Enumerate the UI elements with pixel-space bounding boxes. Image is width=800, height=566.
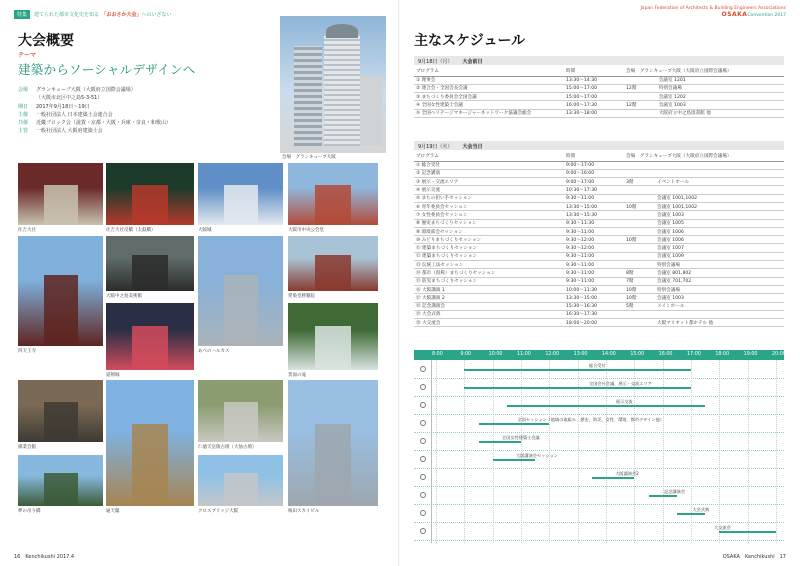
table-cell: ⑳ 大交流会 <box>414 319 564 327</box>
feature-heading: 建てられた都市文化史を知る 「おおさか大会」へのいざない <box>34 12 172 18</box>
table-cell: ⑪ 建築まちづくりセッション <box>414 244 564 252</box>
timeline-bar <box>479 441 522 443</box>
table-cell <box>624 169 655 177</box>
photo-image <box>198 455 283 506</box>
table-row <box>414 109 784 117</box>
info-key: 共催 <box>18 120 29 127</box>
info-key: 主催 <box>18 111 29 118</box>
table-cell: ④ 展示交流 <box>414 186 564 194</box>
table-cell: ⑮ 防災まちづくりセッション <box>414 277 564 285</box>
venue-photo-caption: 会場 グランキューブ大阪 <box>282 155 336 160</box>
event-icon <box>420 402 426 408</box>
table-cell: 会議室 1001,1002 <box>655 194 784 202</box>
table-cell: イベントホール <box>655 178 784 186</box>
table-row <box>414 236 784 244</box>
table-cell: 9:30～11:30 <box>564 219 624 227</box>
table-cell: 9:00～17:00 <box>564 178 624 186</box>
photo-image <box>288 163 378 225</box>
schedule-timeline <box>414 350 784 543</box>
table-cell: 大阪府立中之島図書館 他 <box>657 109 784 117</box>
table-cell: 9:30～12:00 <box>564 244 624 252</box>
table-row <box>414 211 784 219</box>
table-cell: 会議室 1202 <box>657 93 784 101</box>
table-cell: ⑱ 記念講演会 <box>414 302 564 310</box>
event-icon <box>420 510 426 516</box>
day2-table <box>414 152 784 327</box>
table-cell: 13:30～15:00 <box>564 202 624 210</box>
table-cell: 9:30～11:00 <box>564 194 624 202</box>
time-tick: 14:00 <box>602 352 616 357</box>
time-gridline <box>719 360 720 543</box>
table-cell: 会議室 1007 <box>655 244 784 252</box>
table-row <box>414 101 784 109</box>
info-value: グランキューブ大阪（大阪府立国際会議場） <box>36 87 136 93</box>
table-cell: 特別会議場 <box>655 261 784 269</box>
timeline-bar-label: 記念講演会 <box>664 489 686 494</box>
table-cell <box>624 161 655 169</box>
table-cell <box>624 252 655 260</box>
time-gridline <box>436 360 437 543</box>
table-cell: 会議室 701,702 <box>655 277 784 285</box>
timeline-bar <box>649 495 677 497</box>
event-icon <box>420 384 426 390</box>
photo-image <box>288 236 378 291</box>
table-row <box>414 93 784 101</box>
photo-caption: 通天閣 <box>106 509 120 514</box>
time-tick: 11:00 <box>517 352 531 357</box>
event-icon <box>420 528 426 534</box>
photo-item <box>18 163 103 235</box>
column-header: 会場 グランキューブ大阪（大阪府立国際会議場） <box>624 67 784 76</box>
table-cell: 10階 <box>624 294 655 302</box>
table-cell: 7階 <box>624 277 655 285</box>
venue-photo <box>280 16 386 153</box>
event-icon <box>420 366 426 372</box>
timeline-row-line <box>414 486 784 487</box>
column-header: 時間 <box>564 152 624 161</box>
table-cell: ⑭ 都市（仮称）まちづくりセッション <box>414 269 564 277</box>
table-cell: ⑩ みどりまちづくりセッション <box>414 236 564 244</box>
table-cell: 9:30～11:00 <box>564 227 624 235</box>
photo-item <box>106 380 194 516</box>
table-cell: 特別会議場 <box>655 285 784 293</box>
photo-item <box>198 455 283 516</box>
photo-item <box>288 163 378 235</box>
timeline-bar-label: 大交流会 <box>714 525 731 530</box>
timeline-bar-label: 全国セッション（地域の取組み、歴史、防災、女性、環境、都市デザイン他） <box>517 417 664 422</box>
table-cell: 特別会議場 <box>657 84 784 92</box>
table-header-row <box>414 152 784 161</box>
table-cell: 9:00～17:00 <box>564 161 624 169</box>
time-tick: 17:00 <box>687 352 701 357</box>
photo-item <box>288 303 378 380</box>
table-cell <box>624 319 655 327</box>
table-cell: 10階 <box>624 202 655 210</box>
table-cell: 会議室 1006 <box>655 227 784 235</box>
timeline-row-line <box>414 450 784 451</box>
day2-heading: 9月19日（火） 大会当日 <box>414 141 784 150</box>
table-cell: 12階 <box>624 101 657 109</box>
photo-caption: 道頓堀 <box>106 373 120 378</box>
table-cell <box>624 109 657 117</box>
table-cell <box>624 76 657 84</box>
table-cell: ⑤ まちの担い手セッション <box>414 194 564 202</box>
table-cell: ⑤ 全国ヘリテージマネージャーネットワーク協議会総会 <box>414 109 564 117</box>
table-cell: ⑲ 大会式典 <box>414 310 564 318</box>
timeline-bar-label: 総合受付 <box>589 363 606 368</box>
info-value: 近畿ブロック会（滋賀・京都・大阪・兵庫・奈良・和歌山） <box>36 120 171 127</box>
time-tick: 16:00 <box>658 352 673 357</box>
photo-caption: 箕面の滝 <box>288 373 306 378</box>
photo-item <box>106 303 194 380</box>
info-row <box>18 86 263 94</box>
page-number-left: 16 Kenchikushi 2017.4 <box>14 554 75 560</box>
photo-item <box>106 163 194 235</box>
timeline-bar-label: 大阪講演会セッション <box>516 453 558 458</box>
photo-image <box>106 236 194 291</box>
table-cell: 10:00～11:30 <box>564 285 624 293</box>
info-value: 一般社団法人 日本建築士会連合会 <box>36 111 113 118</box>
table-cell <box>655 186 784 194</box>
table-cell: 会議室 1003 <box>655 211 784 219</box>
timeline-bar <box>464 387 691 389</box>
table-cell: 18:00～20:00 <box>564 319 624 327</box>
photo-item <box>288 236 378 301</box>
table-row <box>414 302 784 310</box>
info-key <box>18 94 36 102</box>
timeline-bar-label: 全国会長会議、展示・交流エリア <box>589 381 652 386</box>
photo-item <box>198 163 283 235</box>
timeline-row-line <box>414 540 784 541</box>
photo-image <box>198 380 283 442</box>
photo-caption: 大阪城 <box>198 228 212 233</box>
table-row <box>414 227 784 235</box>
table-cell: 13:30～15:30 <box>564 211 624 219</box>
section-header <box>14 10 172 19</box>
timeline-bar <box>493 459 536 461</box>
photo-caption: 梅田スカイビル <box>288 509 320 514</box>
table-cell: 8階 <box>624 269 655 277</box>
table-cell: ③ 展示・交流エリア <box>414 178 564 186</box>
timeline-bar <box>719 531 776 533</box>
convention-logo: Japan Federation of Architects & Building Engineers Associations OSAKAConvention 2017 <box>640 6 786 18</box>
table-cell <box>655 310 784 318</box>
table-row <box>414 76 784 84</box>
timeline-bar <box>592 477 635 479</box>
table-cell: 9:30～11:00 <box>564 269 624 277</box>
table-row <box>414 202 784 210</box>
time-tick: 8:00 <box>432 352 443 357</box>
info-row <box>18 119 263 127</box>
table-cell: 10階 <box>624 285 655 293</box>
table-cell: ② 連合会・全国会長会議 <box>414 84 564 92</box>
time-tick: 9:00 <box>460 352 472 357</box>
timeline-bar <box>507 405 705 407</box>
photo-caption: 綿業会館 <box>18 445 36 450</box>
table-cell: 16:00～17:30 <box>564 101 624 109</box>
info-key: 会場 <box>18 87 29 93</box>
time-tick: 18:00 <box>715 352 730 357</box>
table-cell <box>624 219 655 227</box>
table-row <box>414 261 784 269</box>
table-cell: 3階 <box>624 178 655 186</box>
table-cell <box>655 169 784 177</box>
theme-text: 建築からソーシャルデザインへ <box>18 62 196 77</box>
photo-item <box>198 380 283 452</box>
table-cell: 会議室 801,802 <box>655 269 784 277</box>
table-cell <box>624 227 655 235</box>
time-gridline <box>776 360 777 543</box>
photo-item <box>288 380 378 516</box>
table-cell <box>624 211 655 219</box>
timeline-row-line <box>414 522 784 523</box>
info-row <box>18 127 263 135</box>
photo-caption: 大阪中之島美術館 <box>106 294 142 299</box>
photo-image <box>106 380 194 506</box>
event-icon <box>420 492 426 498</box>
photo-caption: 大阪市中央公会堂 <box>288 228 324 233</box>
event-icon <box>420 420 426 426</box>
info-value: 2017年9月18日～19日 <box>36 103 90 110</box>
theme-label: テーマ <box>18 52 37 59</box>
page-number-right: OSAKA Kenchikushi 17 <box>722 554 786 560</box>
table-cell: 会議室 1001,1002 <box>655 202 784 210</box>
info-value: （大阪市北区中之島5-3-51） <box>36 95 103 102</box>
table-row <box>414 285 784 293</box>
time-tick: 13:00 <box>573 352 588 357</box>
day1-heading: 9月18日（月） 大会前日 <box>414 56 784 65</box>
table-cell: ① 理事会 <box>414 76 564 84</box>
table-cell: ④ 全国女性建築士会議 <box>414 101 564 109</box>
info-row <box>18 94 263 102</box>
photo-caption: 住吉大社 <box>18 228 36 233</box>
table-cell: 会議室 1005 <box>655 219 784 227</box>
info-key: 期日 <box>18 103 29 110</box>
column-header: プログラム <box>414 152 564 161</box>
table-row <box>414 178 784 186</box>
photo-caption: 四天王寺 <box>18 349 36 354</box>
event-icon <box>420 438 426 444</box>
table-cell: 13:30～14:30 <box>564 76 624 84</box>
column-header: 時間 <box>564 67 624 76</box>
timeline-row-line <box>414 396 784 397</box>
time-gridline <box>691 360 692 543</box>
table-cell: 15:30～16:30 <box>564 302 624 310</box>
overview-title: 大会概要 <box>18 33 74 49</box>
timeline-bar-label: 大阪講演会2 <box>615 471 639 476</box>
table-row <box>414 269 784 277</box>
day1-table <box>414 67 784 118</box>
photo-image <box>198 163 283 225</box>
event-icon <box>420 474 426 480</box>
table-cell: 12階 <box>624 84 657 92</box>
time-gridline <box>748 360 749 543</box>
table-header-row <box>414 67 784 76</box>
feature-badge: 特集 <box>14 10 30 19</box>
table-cell: 15:00～17:00 <box>564 84 624 92</box>
timeline-bar-label: 全国女性建築士会議 <box>501 435 540 440</box>
photo-caption: クロスブリッジ大阪 <box>198 509 239 514</box>
table-cell: 9:30～11:00 <box>564 261 624 269</box>
timeline-row-line <box>414 378 784 379</box>
time-tick: 19:00 <box>743 352 758 357</box>
photo-caption: 住吉大社反橋（太鼓橋） <box>106 228 156 233</box>
table-cell: 会議室 1201 <box>657 76 784 84</box>
table-row <box>414 194 784 202</box>
info-value: 一般社団法人 大阪府建築士会 <box>36 128 103 135</box>
photo-caption: 夢の吊り橋 <box>18 509 41 514</box>
table-cell: 16:30～17:30 <box>564 310 624 318</box>
photo-item <box>198 236 283 356</box>
table-cell <box>624 244 655 252</box>
timeline-bar <box>464 369 691 371</box>
timeline-row-line <box>414 468 784 469</box>
table-cell: 5階 <box>624 302 655 310</box>
column-header: プログラム <box>414 67 564 76</box>
photo-image <box>106 163 194 225</box>
right-page <box>400 0 800 566</box>
photo-item <box>18 236 103 356</box>
table-cell <box>624 194 655 202</box>
photo-caption: 仁徳天皇陵古墳（大仙古墳） <box>198 445 257 450</box>
info-row <box>18 103 263 111</box>
table-cell: 会議室 1006 <box>655 236 784 244</box>
table-cell: ⑬ 伝統工法セッション <box>414 261 564 269</box>
time-tick: 15:00 <box>630 352 645 357</box>
photo-image <box>18 236 103 346</box>
timeline-row-line <box>414 432 784 433</box>
photo-item <box>18 380 103 452</box>
table-cell: 9:30～11:00 <box>564 277 624 285</box>
photo-image <box>18 380 103 442</box>
table-cell <box>624 261 655 269</box>
table-cell: 13:30～18:00 <box>564 109 624 117</box>
table-cell <box>624 310 655 318</box>
table-cell: 9:00～16:00 <box>564 169 624 177</box>
table-cell: ⑧ 歴史まちづくりセッション <box>414 219 564 227</box>
photo-image <box>288 303 378 370</box>
table-cell: 13:30～15:00 <box>564 294 624 302</box>
photo-item <box>18 455 103 516</box>
table-cell: ② 記念講演 <box>414 169 564 177</box>
photo-image <box>288 380 378 506</box>
table-cell: 10:30～17:30 <box>564 186 624 194</box>
table-cell: 15:00～17:00 <box>564 93 624 101</box>
info-row <box>18 111 263 119</box>
table-cell: ⑨ 環境部会セッション <box>414 227 564 235</box>
table-cell: 9:30～11:00 <box>564 252 624 260</box>
column-header: 会場 グランキューブ大阪（大阪府立国際会議場） <box>624 152 784 161</box>
table-row <box>414 319 784 327</box>
time-tick: 12:00 <box>545 352 560 357</box>
timeline-bar <box>677 513 705 515</box>
table-cell: ⑥ 青年委員会セッション <box>414 202 564 210</box>
timeline-bar-label: 展示交流 <box>615 399 633 404</box>
table-cell <box>655 161 784 169</box>
schedule-title: 主なスケジュール <box>414 33 526 49</box>
table-row <box>414 219 784 227</box>
table-cell: 10階 <box>624 236 655 244</box>
table-cell <box>624 186 655 194</box>
table-row <box>414 294 784 302</box>
timeline-bar-label: 大会式典 <box>692 507 710 512</box>
event-icon <box>420 456 426 462</box>
table-row <box>414 161 784 169</box>
table-row <box>414 310 784 318</box>
timeline-row-line <box>414 504 784 505</box>
table-row <box>414 169 784 177</box>
table-cell: ⑰ 大阪講演 2 <box>414 294 564 302</box>
table-cell: 大阪マリオット都ホテル 他 <box>655 319 784 327</box>
timeline-bar <box>479 423 550 425</box>
table-row <box>414 244 784 252</box>
table-cell: ③ まちづくり委員会全国会議 <box>414 93 564 101</box>
table-cell: 会議室 1003 <box>657 101 784 109</box>
table-cell: 9:30～12:00 <box>564 236 624 244</box>
photo-image <box>106 303 194 370</box>
table-cell: ⑫ 建築まちづくりセッション <box>414 252 564 260</box>
table-cell: ① 総合受付 <box>414 161 564 169</box>
timeline-row-line <box>414 414 784 415</box>
photo-caption: 愛染堂勝鬘院 <box>288 294 315 299</box>
table-cell: ⑦ 女性委員会セッション <box>414 211 564 219</box>
photo-image <box>18 455 103 506</box>
table-row <box>414 186 784 194</box>
info-key: 主管 <box>18 128 29 135</box>
table-row <box>414 84 784 92</box>
photo-image <box>198 236 283 346</box>
time-tick: 20:00 <box>772 352 786 357</box>
table-cell: 会議室 1009 <box>655 252 784 260</box>
table-row <box>414 277 784 285</box>
time-tick: 10:00 <box>488 352 503 357</box>
table-row <box>414 252 784 260</box>
photo-caption: あべのハルカス <box>198 349 230 354</box>
table-cell: ⑯ 大阪講演 1 <box>414 285 564 293</box>
table-cell: 会議室 1003 <box>655 294 784 302</box>
photo-item <box>106 236 194 301</box>
photo-image <box>18 163 103 225</box>
table-cell: メインホール <box>655 302 784 310</box>
table-cell <box>624 93 657 101</box>
overview-info <box>18 86 263 136</box>
